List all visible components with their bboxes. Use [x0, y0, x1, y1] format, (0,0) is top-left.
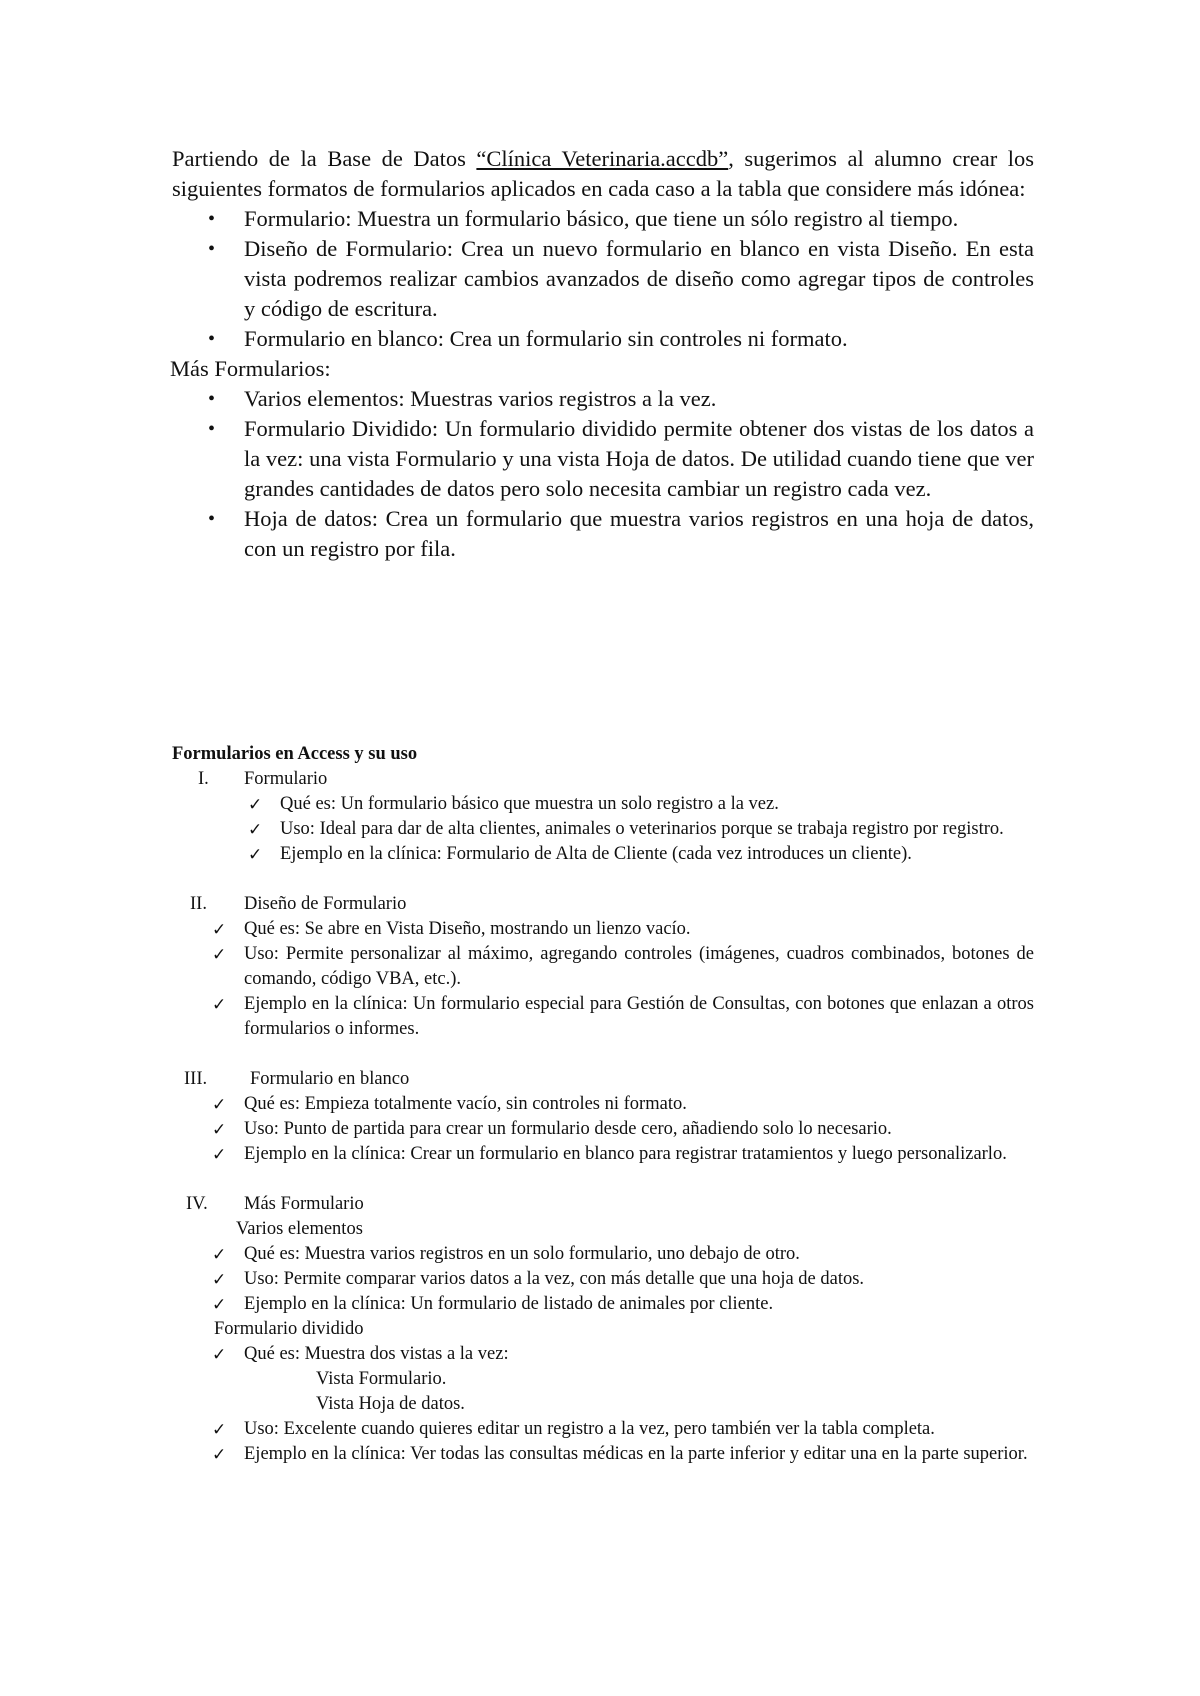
section-header [172, 1067, 1034, 1092]
check-icon: ✓ [212, 1270, 227, 1289]
section-formulario-en-blanco [172, 1067, 1034, 1167]
list-item [172, 942, 1034, 992]
bullet-icon: • [208, 508, 216, 530]
check-icon: ✓ [212, 1095, 227, 1114]
list-item [172, 204, 1034, 234]
section-title: Formulario en blanco [250, 1069, 410, 1089]
list-item [172, 414, 1034, 504]
check-icon: ✓ [212, 1145, 227, 1164]
list-item-text: Varios elementos: Muestras varios registros a la vez. [244, 386, 717, 411]
bullet-icon: • [208, 238, 216, 260]
list-item-text: Hoja de datos: Crea un formulario que muestra varios registros en una hoja de datos, con un registro por fila. [244, 506, 1034, 561]
list-item [172, 1142, 1034, 1167]
section-numeral: II. [190, 894, 207, 914]
list-item-text: Uso: Permite personalizar al máximo, agregando controles (imágenes, cuadros combinados, botones de comando, código VBA, etc.). [244, 944, 1034, 989]
database-file-name: “Clínica Veterinaria.accdb” [476, 146, 729, 171]
list-item-text: Ejemplo en la clínica: Un formulario de listado de animales por cliente. [244, 1294, 774, 1314]
section-formulario [172, 767, 1034, 867]
list-item [172, 504, 1034, 564]
list-item [172, 1292, 1034, 1317]
section-header [172, 892, 1034, 917]
bullet-icon: • [208, 418, 216, 440]
list-item-text: Qué es: Un formulario básico que muestra un solo registro a la vez. [280, 794, 779, 814]
section-diseno-formulario [172, 892, 1034, 1042]
check-icon: ✓ [248, 820, 263, 839]
list-item [172, 1242, 1034, 1267]
check-list [172, 917, 1034, 1042]
list-item-text: Ejemplo en la clínica: Un formulario especial para Gestión de Consultas, con botones que enlazan a otros formularios o informes. [244, 994, 1034, 1039]
intro-lead-text-end: , sugerimos al alumno crear los siguientes formatos de formularios aplicados en cada caso a la tabla que considere más idónea: [172, 146, 1034, 201]
check-icon: ✓ [212, 1445, 227, 1464]
check-list [172, 792, 1034, 867]
check-icon: ✓ [212, 945, 227, 964]
list-item [172, 1442, 1034, 1467]
check-list [172, 1242, 1034, 1317]
list-item [172, 817, 1034, 842]
check-list [172, 1417, 1034, 1467]
list-item [172, 1417, 1034, 1442]
list-item-text: Qué es: Empieza totalmente vacío, sin controles ni formato. [244, 1094, 687, 1114]
section-header [172, 767, 1034, 792]
list-item [172, 1092, 1034, 1117]
intro-lead-text: Partiendo de la Base de Datos [172, 146, 477, 171]
check-icon: ✓ [212, 995, 227, 1014]
intro-section [172, 144, 1034, 564]
list-item-text: Qué es: Se abre en Vista Diseño, mostrando un lienzo vacío. [244, 919, 691, 939]
list-item-text: Formulario en blanco: Crea un formulario sin controles ni formato. [244, 326, 848, 351]
list-item [172, 917, 1034, 942]
check-list [172, 1092, 1034, 1167]
list-item-text: Formulario Dividido: Un formulario dividido permite obtener dos vistas de los datos a la vez: una vista Formulario y una vista Hoja de datos. De utilidad cuando tiene que ver grandes cantidades de datos pero solo necesita cambiar un registro cada vez. [244, 416, 1034, 501]
bullet-icon: • [208, 208, 216, 230]
list-item-text: Qué es: Muestra dos vistas a la vez: [244, 1344, 509, 1364]
subsection-title: Formulario dividido [214, 1319, 364, 1339]
check-icon: ✓ [212, 920, 227, 939]
intro-paragraph [172, 144, 1034, 204]
list-item [172, 1117, 1034, 1142]
section-header [172, 1192, 1034, 1217]
check-icon: ✓ [248, 795, 263, 814]
check-icon: ✓ [212, 1295, 227, 1314]
list-item [172, 792, 1034, 817]
list-item [172, 1342, 1034, 1367]
view-name: Vista Hoja de datos. [316, 1394, 465, 1414]
list-item [172, 234, 1034, 324]
list-item-text: Ejemplo en la clínica: Formulario de Alta de Cliente (cada vez introduces un cliente). [280, 844, 912, 864]
section-numeral: I. [198, 769, 209, 789]
list-item-text: Uso: Punto de partida para crear un formulario desde cero, añadiendo solo lo necesario. [244, 1119, 892, 1139]
subsection-title: Varios elementos [236, 1219, 363, 1239]
more-forms-heading: Más Formularios: [170, 356, 331, 381]
section-title: Más Formulario [244, 1194, 364, 1214]
list-item-text: Uso: Excelente cuando quieres editar un registro a la vez, pero también ver la tabla completa. [244, 1419, 935, 1439]
bullet-icon: • [208, 388, 216, 410]
check-icon: ✓ [212, 1345, 227, 1364]
outline-section [172, 742, 1034, 1467]
list-item [172, 324, 1034, 354]
check-icon: ✓ [212, 1120, 227, 1139]
section-numeral: III. [184, 1069, 208, 1089]
check-list [172, 1342, 1034, 1367]
outline-heading: Formularios en Access y su uso [172, 744, 418, 764]
list-item-text: Qué es: Muestra varios registros en un solo formulario, uno debajo de otro. [244, 1244, 800, 1264]
check-icon: ✓ [212, 1245, 227, 1264]
list-item [172, 384, 1034, 414]
view-name: Vista Formulario. [316, 1369, 447, 1389]
list-item-text: Ejemplo en la clínica: Ver todas las consultas médicas en la parte inferior y editar una en la parte superior. [244, 1444, 1028, 1464]
section-numeral: IV. [186, 1194, 208, 1214]
bullet-icon: • [208, 328, 216, 350]
list-item-text: Ejemplo en la clínica: Crear un formulario en blanco para registrar tratamientos y luego personalizarlo. [244, 1144, 1007, 1164]
form-types-list [172, 204, 1034, 354]
section-title: Diseño de Formulario [244, 894, 407, 914]
list-item-text: Diseño de Formulario: Crea un nuevo formulario en blanco en vista Diseño. En esta vista podremos realizar cambios avanzados de diseño como agregar tipos de controles y código de escritura. [244, 236, 1034, 321]
list-item [172, 842, 1034, 867]
list-item-text: Formulario: Muestra un formulario básico, que tiene un sólo registro al tiempo. [244, 206, 959, 231]
list-item [172, 992, 1034, 1042]
more-forms-list [172, 384, 1034, 564]
list-item-text: Uso: Ideal para dar de alta clientes, animales o veterinarios porque se trabaja registro por registro. [280, 819, 1004, 839]
check-icon: ✓ [248, 845, 263, 864]
section-title: Formulario [244, 769, 328, 789]
list-item-text: Uso: Permite comparar varios datos a la vez, con más detalle que una hoja de datos. [244, 1269, 865, 1289]
list-item [172, 1267, 1034, 1292]
check-icon: ✓ [212, 1420, 227, 1439]
section-mas-formulario [172, 1192, 1034, 1467]
